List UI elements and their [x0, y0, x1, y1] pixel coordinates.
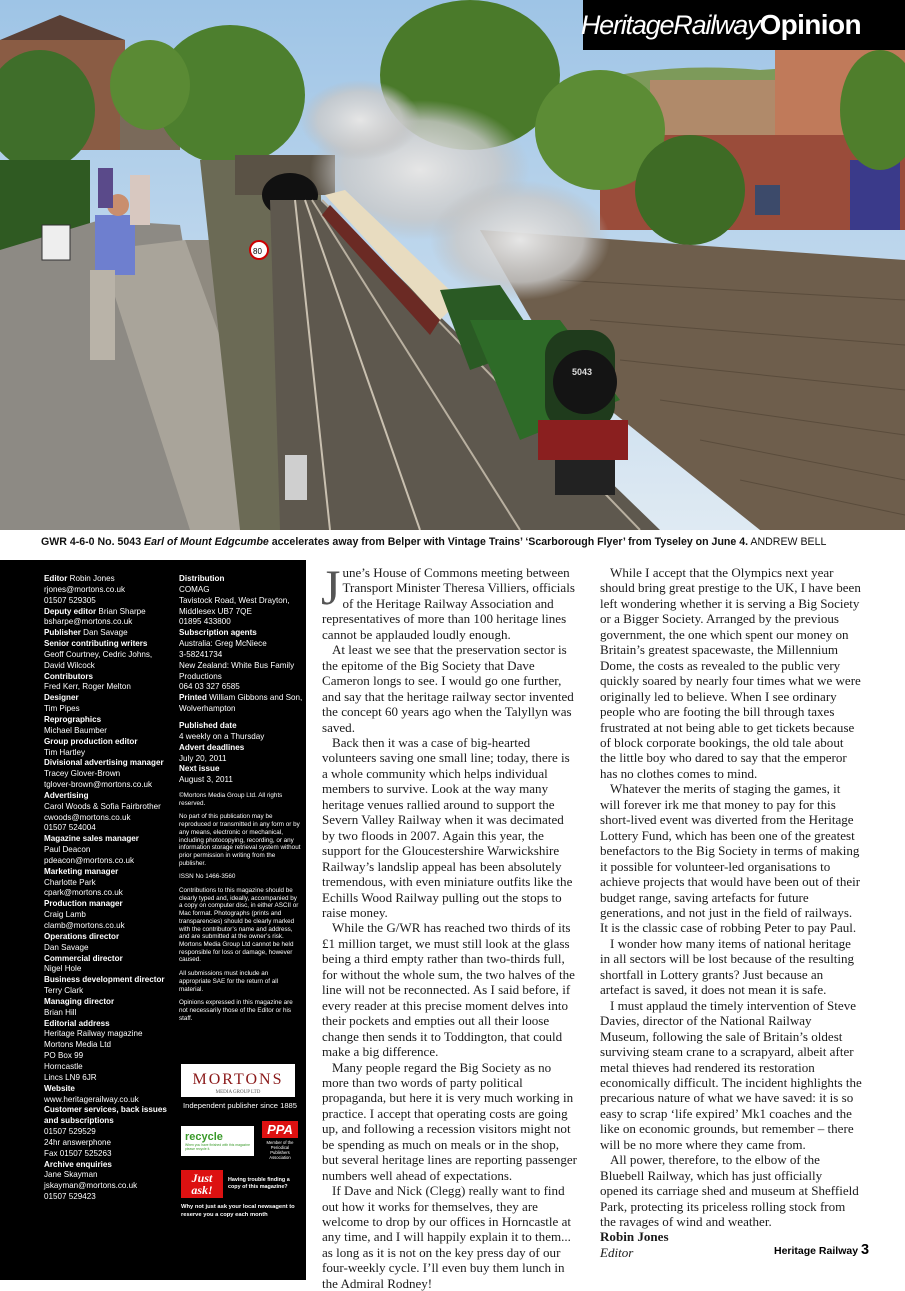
staff-role: Distribution: [179, 574, 225, 583]
page-folio: [774, 1242, 869, 1258]
staff-value: August 3, 2011: [179, 775, 233, 785]
staff-role: Contributors: [44, 671, 94, 681]
staff-line: [44, 617, 170, 628]
staff-value: www.heritagerailway.co.uk: [44, 1094, 139, 1104]
staff-line: [179, 721, 301, 732]
staff-value: Middlesex UB7 7QE: [179, 606, 252, 616]
article-paragraph: Back then it was a case of big-hearted volunteers saving one small line; today, there is a whole community which helps individual members to survive. Look at the way many heritage venues rallied around to support the Severn Valley Railway when it was decimated by two floods in 2007. Again this year, the support for the Gloucestershire Warwickshire Railway’s landslip appeal has been absolutely tremendous, with even miniature outfits like the Echills Wood Railway pulling out the stops to raise money.: [322, 734, 573, 920]
independent-publisher-text: Independent publisher since 1885: [183, 1101, 297, 1110]
staff-role: Commercial director: [44, 953, 123, 963]
staff-line: [44, 628, 170, 639]
staff-role: Operations director: [44, 931, 120, 941]
staff-value: 01895 433800: [179, 617, 231, 627]
staff-line: [179, 661, 301, 672]
staff-value: Tim Pipes: [44, 704, 80, 714]
staff-line: [179, 743, 301, 754]
recycle-logo: [181, 1126, 254, 1156]
staff-line: [44, 682, 170, 693]
staff-value: Tim Hartley: [44, 747, 86, 757]
staff-value: Tavistock Road, West Drayton,: [179, 595, 290, 605]
staff-line: [44, 997, 170, 1008]
staff-line: [44, 1019, 170, 1030]
staff-line: [44, 672, 170, 683]
staff-line: [44, 1062, 170, 1073]
staff-value: Terry Clark: [44, 986, 84, 996]
legal-paragraph: ©Mortons Media Group Ltd. All rights reserved.: [179, 792, 283, 807]
staff-line: [44, 1084, 170, 1095]
staff-role: Magazine sales manager: [44, 834, 139, 844]
staff-value: Australia: Greg McNiece: [179, 639, 267, 649]
article-paragraph: Whatever the merits of staging the games, it will forever irk me that money to pay for this short-lived event was diverted from the Heritage Lottery Fund, which has been one of the greatest benefactors to the Big Society in terms of making it possible for volunteer-led organisations to achieve projects that would have been out of their budget range, saving artefacts for future generations, and not just in the field of railways. It is the classic case of robbing Peter to pay Paul.: [600, 781, 861, 936]
staff-line: [179, 628, 301, 639]
staff-line: [179, 693, 301, 704]
staff-line: [44, 823, 170, 834]
page-number: 3: [860, 1242, 870, 1258]
staff-line: [179, 617, 301, 628]
staff-value: Carol Woods & Sofia Fairbrother: [44, 801, 161, 811]
just-ask-logo: Just ask!: [181, 1170, 223, 1198]
staff-line: [179, 574, 301, 585]
newsagent-reservation-note: Why not just ask your local newsagent to reserve you a copy each month: [181, 1204, 295, 1218]
staff-line: [44, 888, 170, 899]
legal-paragraph: ISSN No 1466-3560: [179, 873, 236, 881]
recycle-logo-sub: When you have finished with this magazine please recycle it.: [185, 1142, 251, 1151]
article-paragraph: While I accept that the Olympics next year should bring great prestige to the UK, I have been left wondering whether it is serving a Big Society or a Bigger Society. Arranged by the previous government, the one which spent our money on Britain’s greatest spacewaste, the Millennium Dome, the costs as revealed to the public very quickly soared by nearly four times what we were originally led to believe. When I see ordinary people who are footing the bill through taxes frustrated at not being able to get tickets because of block corporate bookings, the old tale about the little boy who dared to say that the emperor has no clothes comes to mind.: [600, 565, 861, 781]
staff-value: 01507 524004: [44, 823, 96, 833]
staff-value: Craig Lamb: [44, 910, 86, 920]
staff-line: [44, 867, 170, 878]
legal-paragraph: Opinions expressed in this magazine are not necessarily those of the Editor or his staff.: [179, 999, 293, 1022]
ppa-logo: [262, 1121, 298, 1160]
staff-role: Editor: [44, 574, 68, 583]
staff-role: and subscriptions: [44, 1116, 114, 1126]
staff-line: [44, 574, 170, 585]
staff-role: Marketing manager: [44, 866, 119, 876]
staff-line: [44, 986, 170, 997]
staff-line: [179, 672, 301, 683]
staff-line: [44, 769, 170, 780]
staff-role: Managing director: [44, 996, 115, 1006]
staff-line: [44, 1116, 170, 1127]
staff-line: [44, 878, 170, 889]
staff-value: pdeacon@mortons.co.uk: [44, 855, 135, 865]
staff-line: [44, 650, 170, 661]
staff-line: [44, 1051, 170, 1062]
legal-paragraph: Contributions to this magazine should be clearly typed and, ideally, accompanied by a copy on computer disc, in either ASCII or Mac format. Photographs (prints and transparencies) should be clearly marked with the contributor’s name and address, and are submitted at the owner’s risk. Mortons Media Group Ltd cannot be held responsible for loss or damage, however caused.: [179, 887, 299, 964]
staff-value: jskayman@mortons.co.uk: [44, 1181, 138, 1191]
just-ask-prompt: Having trouble finding a copy of this magazine?: [228, 1177, 290, 1190]
staff-line: [44, 607, 170, 618]
staff-line: [44, 748, 170, 759]
mortons-logo: [181, 1064, 295, 1097]
staff-line: [44, 639, 170, 650]
staff-line: [179, 682, 301, 693]
staff-line: [44, 921, 170, 932]
staff-line: [44, 661, 170, 672]
staff-value: cpark@mortons.co.uk: [44, 888, 123, 898]
staff-line: [44, 1181, 170, 1192]
ppa-logo-sub: Member of the Periodical Publishers Association: [266, 1140, 294, 1160]
mortons-logo-text: MORTONS: [192, 1071, 284, 1088]
staff-line: [44, 1029, 170, 1040]
steam-train-photo: [0, 0, 905, 530]
staff-value: Heritage Railway magazine: [44, 1029, 143, 1039]
staff-value: Fred Kerr, Roger Melton: [44, 682, 131, 692]
staff-role: Website: [44, 1083, 75, 1093]
publisher-logos: [181, 1064, 299, 1219]
legal-paragraph: All submissions must include an appropriate SAE for the return of all material.: [179, 970, 279, 993]
author-role: Editor: [600, 1244, 634, 1260]
staff-line: [179, 754, 301, 765]
staff-value: 4 weekly on a Thursday: [179, 731, 265, 741]
staff-line: [179, 775, 301, 786]
loco-number-plate: 5043: [572, 367, 593, 377]
staff-value: Brian Sharpe: [98, 606, 146, 616]
staff-value: Mortons Media Ltd: [44, 1040, 112, 1050]
staff-line: [44, 1127, 170, 1138]
staff-value: PO Box 99: [44, 1051, 84, 1061]
staff-line: [44, 1138, 170, 1149]
staff-line: [44, 704, 170, 715]
staff-role: Subscription agents: [179, 628, 257, 638]
staff-value: bsharpe@mortons.co.uk: [44, 617, 133, 627]
article-paragraph: At least we see that the preservation sector is the epitome of the Big Society that Dave Cameron longs to see. I would go one further, and say that the heritage railway sector invented the concept 60 years ago when the Talyllyn was saved.: [322, 642, 574, 735]
staff-role: Production manager: [44, 899, 123, 909]
article-paragraph: All power, therefore, to the elbow of the Bluebell Railway, which has just officially opened its carriage shed and museum at Sheffield Park, protecting its priceless rolling stock from the ravages of wind and weather.: [600, 1152, 859, 1230]
staff-line: [44, 910, 170, 921]
staff-line: [44, 954, 170, 965]
recycle-logo-text: recycle: [185, 1130, 223, 1143]
staff-value: Horncastle: [44, 1061, 83, 1071]
section-masthead: [580, 0, 905, 50]
staff-line: [44, 856, 170, 867]
legal-notices: [179, 792, 301, 1022]
article-paragraph: une’s House of Commons meeting between Transport Minister Theresa Villiers, officials of the Heritage Railway Association and representatives of more than 100 heritage lines cannot be applauded loudly enough.: [322, 565, 575, 642]
staff-line: [179, 732, 301, 743]
article-paragraph: If Dave and Nick (Clegg) really want to find out how it works for themselves, they are welcome to drop by our offices in Horncastle at any time, and I will happily explain it to them... as long as it is not on the key press day of our four-weekly cycle. I’ll even buy them lunch in the Admiral Rodney!: [322, 1183, 572, 1291]
staff-line: [44, 715, 170, 726]
staff-value: July 20, 2011: [179, 753, 227, 763]
staff-role: Deputy editor: [44, 606, 97, 616]
staff-value: Geoff Courtney, Cedric Johns,: [44, 649, 153, 659]
staff-role: Editorial address: [44, 1018, 110, 1028]
staff-value: Dan Savage: [44, 942, 89, 952]
staff-value: clamb@mortons.co.uk: [44, 921, 125, 930]
staff-value: New Zealand: White Bus Family: [179, 660, 295, 670]
staff-value: William Gibbons and Son,: [209, 693, 303, 703]
staff-value: tglover-brown@mortons.co.uk: [44, 780, 153, 790]
staff-value: 3-58241734: [179, 649, 223, 659]
staff-role: Senior contributing writers: [44, 639, 148, 649]
staff-line: [44, 899, 170, 910]
staff-line: [44, 1149, 170, 1160]
staff-line: [44, 585, 170, 596]
staff-value: 01507 529305: [44, 595, 96, 605]
staff-role: Advertising: [44, 790, 89, 800]
masthead-section: Opinion: [759, 9, 861, 40]
caption-lead: GWR 4-6-0 No. 5043: [41, 536, 145, 548]
staff-line: [44, 845, 170, 856]
staff-role: Advert deadlines: [179, 742, 245, 752]
staff-role: Reprographics: [44, 714, 102, 724]
staff-value: Dan Savage: [83, 628, 128, 638]
staff-line: [44, 758, 170, 769]
staff-line: [44, 1008, 170, 1019]
staff-role: Archive enquiries: [44, 1159, 112, 1169]
staff-line: [44, 596, 170, 607]
staff-value: 01507 529529: [44, 1127, 96, 1137]
staff-value: Wolverhampton: [179, 704, 236, 714]
staff-line: [44, 693, 170, 704]
staff-line: [179, 596, 301, 607]
staff-line: [44, 813, 170, 824]
staff-line: [44, 834, 170, 845]
staff-line: [179, 650, 301, 661]
staff-value: cwoods@mortons.co.uk: [44, 812, 131, 822]
staff-column-1: [44, 574, 170, 1203]
staff-line: [44, 1105, 170, 1116]
staff-value: Lincs LN9 6JR: [44, 1072, 97, 1082]
staff-line: [44, 932, 170, 943]
staff-line: [44, 1040, 170, 1051]
article-column-1: [321, 559, 578, 1291]
staff-value: Paul Deacon: [44, 845, 91, 855]
caption-credit: ANDREW BELL: [748, 536, 827, 548]
staff-role: Customer services, back issues: [44, 1105, 167, 1115]
staff-value: COMAG: [179, 584, 210, 594]
article-paragraph: While the G/WR has reached two thirds of its £1 million target, we must still look at the glass being a third empty rather than two-thirds full, for without the whole sum, the two halves of the line will not be reconnected. As I said before, if every reader at this precise moment delves into their pockets and empties out all their loose change then sends it to Toddington, that could make a big difference.: [322, 920, 575, 1060]
staff-value: rjones@mortons.co.uk: [44, 584, 126, 594]
staff-column-2: [179, 574, 301, 1028]
staff-value: Tracey Glover-Brown: [44, 769, 121, 779]
staff-line: [179, 585, 301, 596]
staff-value: Jane Skayman: [44, 1170, 98, 1180]
caption-body: accelerates away from Belper with Vintage Trains’ ‘Scarborough Flyer’ from Tyseley on June 4.: [268, 536, 749, 548]
article-paragraph: I must applaud the timely intervention of Steve Davies, director of the National Railway Museum, following the sale of Britain’s oldest surviving steam crane to a scrapyard, albeit after metal thieves had rendered its restoration economically difficult. The incident highlights the precarious nature of what we have saved: it is so easy to scrap ‘life expired’ Mk1 coaches and the like on economic grounds, but remember – there will be no more where they came from.: [600, 997, 862, 1152]
staff-value: Nigel Hole: [44, 964, 82, 974]
staff-value: Charlotte Park: [44, 877, 96, 887]
staff-line: [44, 791, 170, 802]
staff-role: Divisional advertising manager: [44, 758, 164, 768]
staff-line: [44, 780, 170, 791]
staff-line: [179, 639, 301, 650]
article-paragraph: I wonder how many items of national heritage in all sectors will be lost because of the resulting shortfall in Lottery grants? Just because an artefact is saved, it does not mean it is safe.: [600, 935, 854, 998]
staff-value: 064 03 327 6585: [179, 682, 240, 692]
staff-role: Printed: [179, 693, 207, 703]
staff-distribution-block: [179, 574, 301, 786]
staff-role: Group production editor: [44, 736, 138, 746]
speed-sign: 80: [253, 247, 262, 256]
author-name: Robin Jones: [600, 1229, 669, 1245]
staff-role: Business development director: [44, 975, 165, 985]
article-paragraph: Many people regard the Big Society as no more than two words of party political propaganda, but here it is very much working in practice. I accept that operating costs are going up, and following a recession visitors might not be spending as much on meals or in the shop, but several heritage lines are reporting passenger numbers well ahead of expectations.: [322, 1059, 578, 1183]
staff-role: Published date: [179, 720, 237, 730]
staff-line: [179, 704, 301, 715]
masthead-series: HeritageRailway: [580, 9, 760, 40]
staff-line: [44, 737, 170, 748]
staff-value: Brian Hill: [44, 1007, 77, 1017]
staff-line: [44, 975, 170, 986]
staff-role: Designer: [44, 693, 79, 703]
staff-line: [44, 943, 170, 954]
staff-line: [44, 1095, 170, 1106]
staff-line: [179, 764, 301, 775]
article-column-2: [600, 565, 862, 1260]
legal-paragraph: No part of this publication may be reproduced or transmitted in any form or by any means, electronic or mechanical, including photocopying, recording, or any information storage retrieval system without prior permission in writing from the publisher.: [179, 813, 301, 867]
photo-caption: [41, 535, 901, 549]
staff-value: Robin Jones: [69, 574, 115, 583]
mortons-logo-sub: MEDIA GROUP LTD: [215, 1090, 261, 1095]
staff-line: [44, 1192, 170, 1203]
staff-panel: [0, 560, 306, 1280]
staff-line: [44, 1073, 170, 1084]
staff-line: [44, 726, 170, 737]
staff-line: [179, 607, 301, 618]
staff-role: Next issue: [179, 764, 220, 774]
staff-value: 24hr answerphone: [44, 1137, 112, 1147]
staff-value: Productions: [179, 671, 222, 681]
staff-line: [44, 1170, 170, 1181]
staff-line: [44, 802, 170, 813]
staff-value: Fax 01507 525263: [44, 1148, 112, 1158]
staff-line: [44, 964, 170, 975]
staff-role: Publisher: [44, 628, 81, 638]
staff-value: 01507 529423: [44, 1192, 96, 1202]
staff-line: [44, 1160, 170, 1171]
staff-value: Michael Baumber: [44, 725, 107, 735]
caption-loco-name: Earl of Mount Edgcumbe: [144, 536, 269, 548]
ppa-logo-text: PPA: [262, 1121, 298, 1138]
staff-value: David Wilcock: [44, 660, 95, 670]
folio-title: Heritage Railway: [774, 1245, 859, 1257]
drop-cap: J: [321, 559, 341, 615]
cover-photo: [0, 0, 905, 530]
